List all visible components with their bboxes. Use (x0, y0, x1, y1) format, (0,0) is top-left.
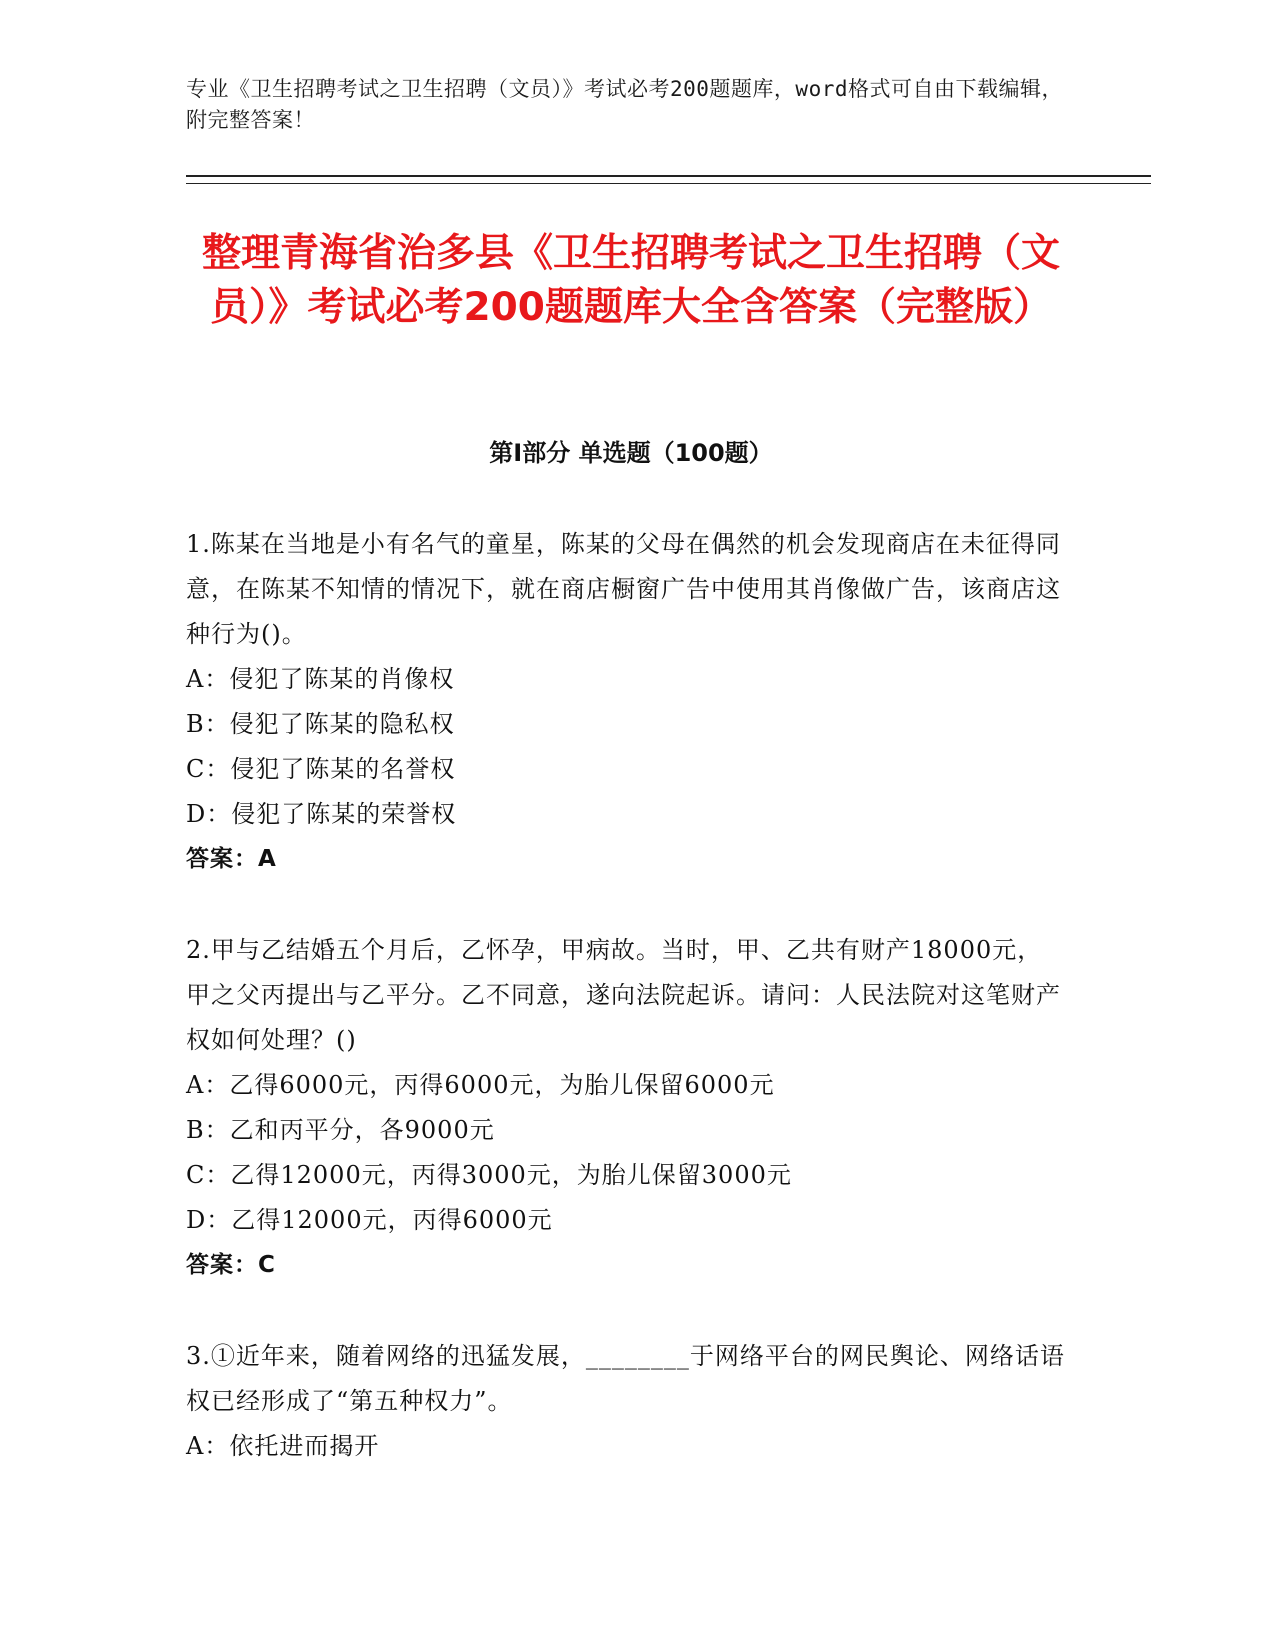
section-title: 第Ⅰ部分 单选题（100题） (489, 439, 773, 467)
option-d: D：乙得12000元，丙得6000元 (186, 1206, 553, 1234)
option-c: C：侵犯了陈某的名誉权 (186, 755, 456, 783)
option-b: B：乙和丙平分，各9000元 (186, 1116, 495, 1144)
question-1 (186, 522, 1066, 882)
option-a: A：依托进而揭开 (186, 1432, 380, 1460)
option-d: D：侵犯了陈某的荣誉权 (186, 800, 457, 828)
option-a: A：侵犯了陈某的肖像权 (186, 665, 455, 693)
document-title: 整理青海省治多县《卫生招聘考试之卫生招聘（文员）》考试必考200题题库大全含答案（完整版） (201, 231, 1060, 330)
question-stem: 2.甲与乙结婚五个月后，乙怀孕，甲病故。当时，甲、乙共有财产18000元，甲之父丙提出与乙平分。乙不同意，遂向法院起诉。请问：人民法院对这笔财产权如何处理？() (186, 936, 1061, 1054)
answer: 答案：C (186, 1252, 276, 1278)
answer: 答案：A (186, 846, 277, 872)
question-stem: 1.陈某在当地是小有名气的童星，陈某的父母在偶然的机会发现商店在未征得同意，在陈某不知情的情况下，就在商店橱窗广告中使用其肖像做广告，该商店这种行为()。 (186, 530, 1061, 648)
header-divider-thick (186, 175, 1151, 177)
header-note: 专业《卫生招聘考试之卫生招聘（文员）》考试必考200题题库，word格式可自由下载编辑，附完整答案！ (186, 77, 1063, 132)
question-3 (186, 1334, 1066, 1469)
option-c: C：乙得12000元，丙得3000元，为胎儿保留3000元 (186, 1161, 792, 1189)
option-a: A：乙得6000元，丙得6000元，为胎儿保留6000元 (186, 1071, 775, 1099)
question-stem: 3.①近年来，随着网络的迅猛发展，________于网络平台的网民舆论、网络话语权已经形成了“第五种权力”。 (186, 1342, 1065, 1415)
option-b: B：侵犯了陈某的隐私权 (186, 710, 455, 738)
header-divider-thin (186, 183, 1151, 184)
question-2 (186, 928, 1066, 1288)
